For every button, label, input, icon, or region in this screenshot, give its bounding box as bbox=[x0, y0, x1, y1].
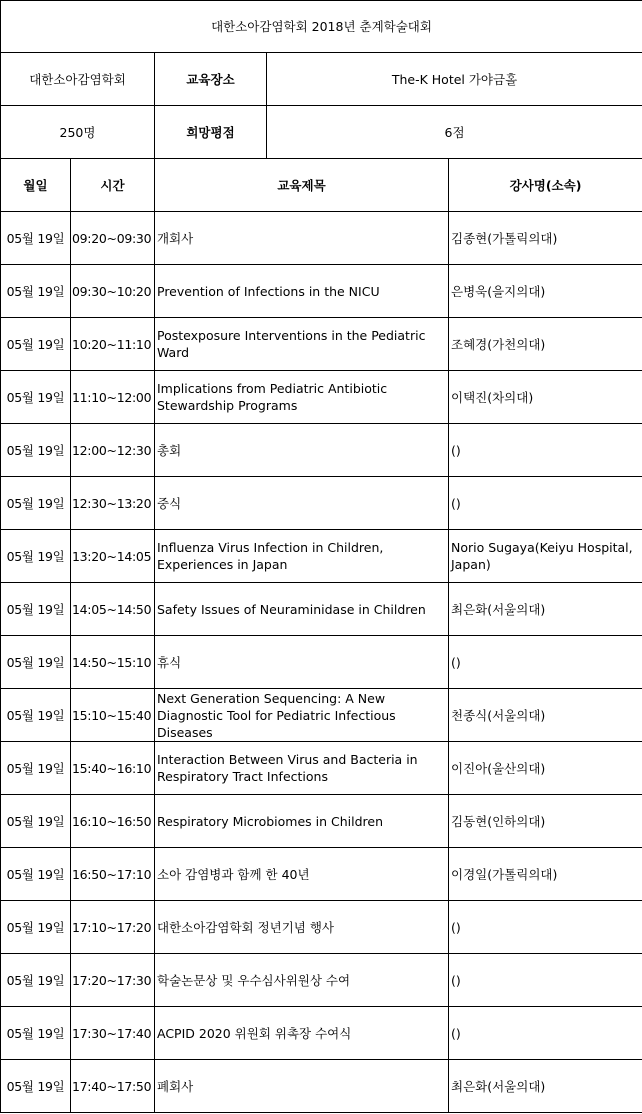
topic-cell: Influenza Virus Infection in Children, Experiences in Japan bbox=[155, 530, 449, 583]
table-row bbox=[1, 583, 642, 636]
time-cell: 16:10~16:50 bbox=[71, 795, 155, 848]
time-cell: 17:30~17:40 bbox=[71, 1007, 155, 1060]
header-date: 월일 bbox=[1, 159, 71, 212]
time-cell: 09:30~10:20 bbox=[71, 265, 155, 318]
topic-cell: 총회 bbox=[155, 424, 449, 477]
speaker-cell: () bbox=[449, 636, 642, 689]
speaker-cell: () bbox=[449, 1007, 642, 1060]
time-cell: 10:20~11:10 bbox=[71, 318, 155, 371]
topic-cell: Implications from Pediatric Antibiotic Stewardship Programs bbox=[155, 371, 449, 424]
time-cell: 17:20~17:30 bbox=[71, 954, 155, 1007]
date-cell: 05월 19일 bbox=[1, 848, 71, 901]
speaker-cell: 은병욱(을지의대) bbox=[449, 265, 642, 318]
speaker-cell: () bbox=[449, 424, 642, 477]
topic-cell: Safety Issues of Neuraminidase in Children bbox=[155, 583, 449, 636]
topic-cell: Respiratory Microbiomes in Children bbox=[155, 795, 449, 848]
table-row bbox=[1, 265, 642, 318]
header-topic: 교육제목 bbox=[155, 159, 449, 212]
table-row bbox=[1, 424, 642, 477]
title-row bbox=[1, 1, 642, 53]
time-cell: 12:00~12:30 bbox=[71, 424, 155, 477]
speaker-cell: 조혜경(가천의대) bbox=[449, 318, 642, 371]
speaker-cell: 최은화(서울의대) bbox=[449, 1060, 642, 1113]
time-cell: 13:20~14:05 bbox=[71, 530, 155, 583]
topic-cell: Next Generation Sequencing: A New Diagnostic Tool for Pediatric Infectious Diseases bbox=[155, 689, 449, 742]
table-row bbox=[1, 530, 642, 583]
table-row bbox=[1, 901, 642, 954]
table-row bbox=[1, 318, 642, 371]
topic-cell: 학술논문상 및 우수심사위원상 수여 bbox=[155, 954, 449, 1007]
speaker-cell: Norio Sugaya(Keiyu Hospital, Japan) bbox=[449, 530, 642, 583]
page-title: 대한소아감염학회 2018년 춘계학술대회 bbox=[1, 1, 642, 53]
date-cell: 05월 19일 bbox=[1, 636, 71, 689]
topic-cell: Prevention of Infections in the NICU bbox=[155, 265, 449, 318]
speaker-cell: 이진아(울산의대) bbox=[449, 742, 642, 795]
date-cell: 05월 19일 bbox=[1, 265, 71, 318]
topic-cell: 휴식 bbox=[155, 636, 449, 689]
date-cell: 05월 19일 bbox=[1, 1060, 71, 1113]
header-speaker: 강사명(소속) bbox=[449, 159, 642, 212]
date-cell: 05월 19일 bbox=[1, 583, 71, 636]
table-row bbox=[1, 795, 642, 848]
date-cell: 05월 19일 bbox=[1, 477, 71, 530]
speaker-cell: 김동현(인하의대) bbox=[449, 795, 642, 848]
speaker-cell: () bbox=[449, 477, 642, 530]
date-cell: 05월 19일 bbox=[1, 742, 71, 795]
topic-cell: 소아 감염병과 함께 한 40년 bbox=[155, 848, 449, 901]
topic-cell: 중식 bbox=[155, 477, 449, 530]
table-row bbox=[1, 477, 642, 530]
speaker-cell: 이택진(차의대) bbox=[449, 371, 642, 424]
topic-cell: 개회사 bbox=[155, 212, 449, 265]
table-row bbox=[1, 954, 642, 1007]
speaker-cell: 최은화(서울의대) bbox=[449, 583, 642, 636]
time-cell: 12:30~13:20 bbox=[71, 477, 155, 530]
info-row-capacity bbox=[1, 106, 642, 159]
date-cell: 05월 19일 bbox=[1, 212, 71, 265]
table-row bbox=[1, 689, 642, 742]
speaker-cell: 이경일(가톨릭의대) bbox=[449, 848, 642, 901]
date-cell: 05월 19일 bbox=[1, 901, 71, 954]
info-row-venue bbox=[1, 53, 642, 106]
time-cell: 14:05~14:50 bbox=[71, 583, 155, 636]
table-header-row bbox=[1, 159, 642, 212]
time-cell: 17:10~17:20 bbox=[71, 901, 155, 954]
date-cell: 05월 19일 bbox=[1, 1007, 71, 1060]
topic-cell: ACPID 2020 위원회 위촉장 수여식 bbox=[155, 1007, 449, 1060]
date-cell: 05월 19일 bbox=[1, 371, 71, 424]
time-cell: 11:10~12:00 bbox=[71, 371, 155, 424]
table-row bbox=[1, 1007, 642, 1060]
header-time: 시간 bbox=[71, 159, 155, 212]
table-row bbox=[1, 371, 642, 424]
score-value: 6점 bbox=[267, 106, 642, 159]
topic-cell: 폐회사 bbox=[155, 1060, 449, 1113]
speaker-cell: () bbox=[449, 954, 642, 1007]
date-cell: 05월 19일 bbox=[1, 795, 71, 848]
date-cell: 05월 19일 bbox=[1, 954, 71, 1007]
table-row bbox=[1, 742, 642, 795]
date-cell: 05월 19일 bbox=[1, 530, 71, 583]
score-label: 희망평점 bbox=[155, 106, 267, 159]
table-row bbox=[1, 636, 642, 689]
time-cell: 14:50~15:10 bbox=[71, 636, 155, 689]
time-cell: 15:40~16:10 bbox=[71, 742, 155, 795]
venue-label: 교육장소 bbox=[155, 53, 267, 106]
organizer-cell: 대한소아감염학회 bbox=[1, 53, 155, 106]
date-cell: 05월 19일 bbox=[1, 689, 71, 742]
capacity-value: 250명 bbox=[1, 106, 155, 159]
date-cell: 05월 19일 bbox=[1, 424, 71, 477]
speaker-cell: 천종식(서울의대) bbox=[449, 689, 642, 742]
topic-cell: Interaction Between Virus and Bacteria in Respiratory Tract Infections bbox=[155, 742, 449, 795]
topic-cell: 대한소아감염학회 정년기념 행사 bbox=[155, 901, 449, 954]
time-cell: 17:40~17:50 bbox=[71, 1060, 155, 1113]
date-cell: 05월 19일 bbox=[1, 318, 71, 371]
venue-value: The-K Hotel 가야금홀 bbox=[267, 53, 642, 106]
time-cell: 09:20~09:30 bbox=[71, 212, 155, 265]
table-row bbox=[1, 1060, 642, 1113]
speaker-cell: () bbox=[449, 901, 642, 954]
table-row bbox=[1, 848, 642, 901]
table-row bbox=[1, 212, 642, 265]
time-cell: 16:50~17:10 bbox=[71, 848, 155, 901]
time-cell: 15:10~15:40 bbox=[71, 689, 155, 742]
speaker-cell: 김종현(가톨릭의대) bbox=[449, 212, 642, 265]
topic-cell: Postexposure Interventions in the Pediatric Ward bbox=[155, 318, 449, 371]
